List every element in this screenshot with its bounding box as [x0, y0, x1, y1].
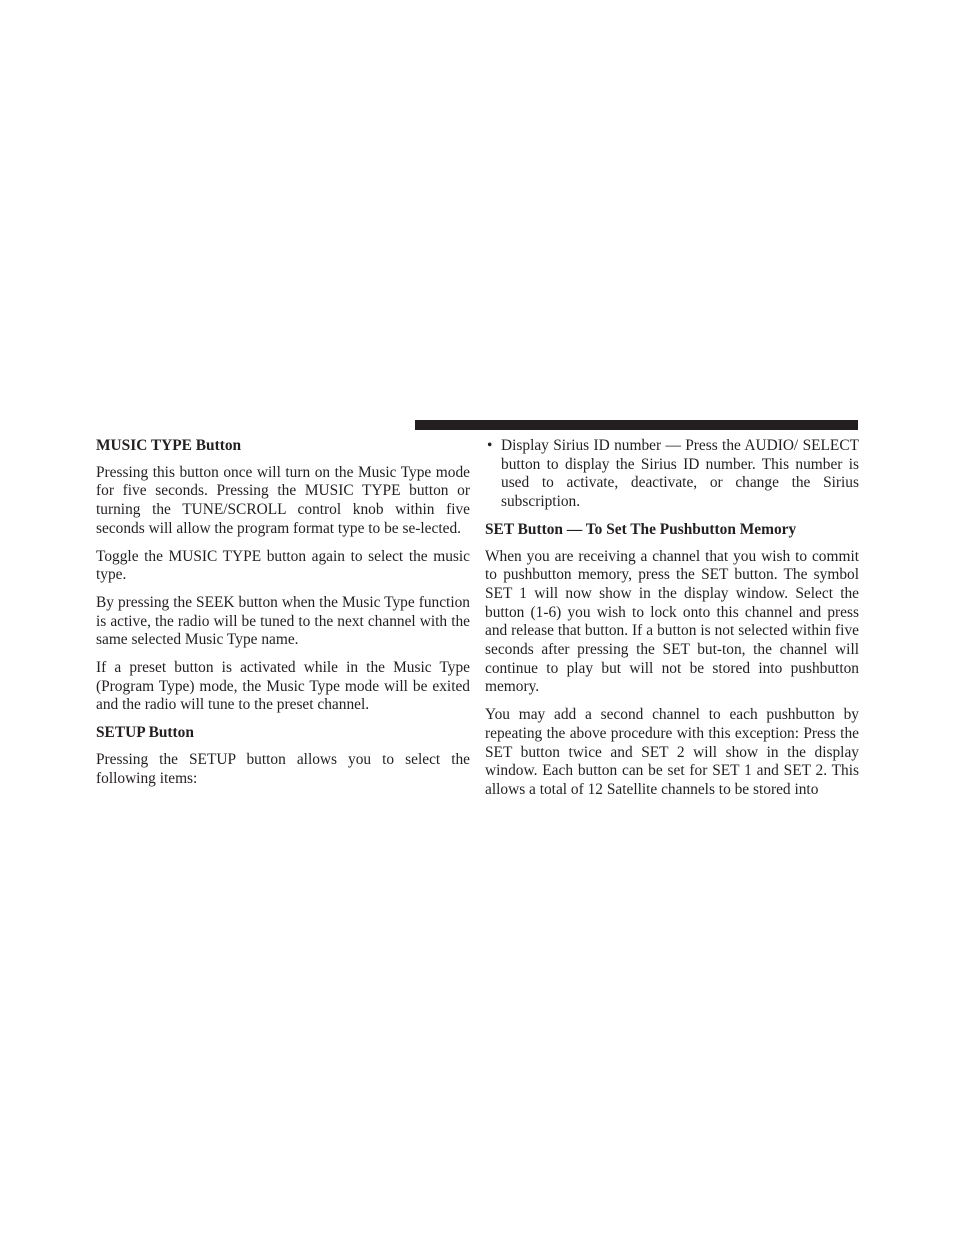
- left-column: [96, 437, 470, 797]
- music-type-paragraph-1: Pressing this button once will turn on the Music Type mode for five seconds. Pressing the MUSIC TYPE button or turning the TUNE/SCROLL control knob within five seconds will allow the program format type to be se-lected.: [96, 463, 470, 537]
- set-paragraph-2: You may add a second channel to each pushbutton by repeating the above procedure with this exception: Press the SET button twice and SET 2 will show in the display window. Each button can be set for SET 1 and SET 2. This allows a total of 12 Satellite channels to be stored into: [485, 706, 859, 798]
- set-heading: SET Button — To Set The Pushbutton Memory: [485, 520, 797, 538]
- music-type-paragraph-4: If a preset button is activated while in the Music Type (Program Type) mode, the Music Type mode will be exited and the radio will tune to the preset channel.: [96, 659, 470, 714]
- setup-heading: SETUP Button: [96, 724, 194, 742]
- right-column: [485, 437, 859, 809]
- header-rule: [415, 420, 858, 430]
- setup-paragraph-1: Pressing the SETUP button allows you to select the following items:: [96, 750, 470, 787]
- bullet-item-sirius-id: [485, 437, 859, 512]
- bullet-text: Display Sirius ID number — Press the AUDIO/ SELECT button to display the Sirius ID number. This number is used to activate, deactivate, or change the Sirius subscription.: [501, 437, 859, 511]
- bullet-dot: •: [487, 437, 493, 454]
- set-paragraph-1: When you are receiving a channel that you wish to commit to pushbutton memory, press the SET button. The symbol SET 1 will now show in the display window. Select the button (1-6) you wish to lock onto this channel and press and release that button. If a button is not selected within five seconds after pressing the SET but-ton, the channel will continue to play but will not be stored into pushbutton memory.: [485, 547, 859, 696]
- music-type-paragraph-2: Toggle the MUSIC TYPE button again to select the music type.: [96, 547, 470, 584]
- music-type-paragraph-3: By pressing the SEEK button when the Music Type function is active, the radio will be tuned to the next channel with the same selected Music Type name.: [96, 593, 470, 649]
- music-type-heading: MUSIC TYPE Button: [96, 437, 242, 454]
